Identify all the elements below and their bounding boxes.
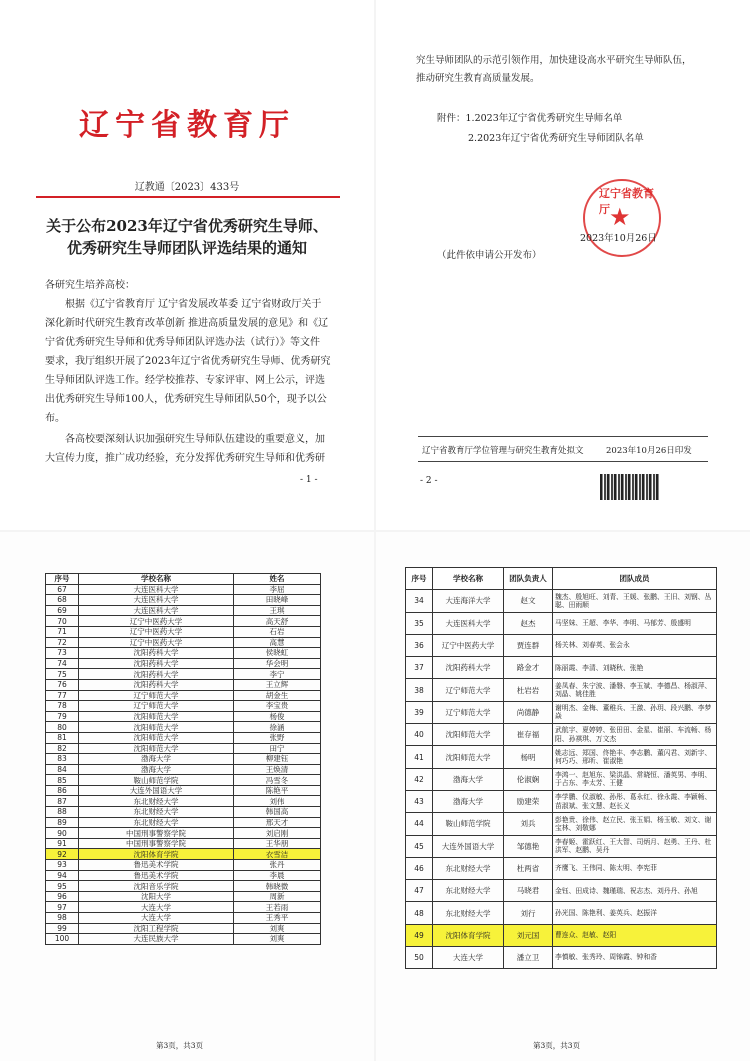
school-name: 东北财经大学 xyxy=(433,857,504,879)
team-members: 武航宇、夏婷婷、张田田、金星、崔丽、车流畅、杨阳、孙祺琪、万文杰 xyxy=(553,724,717,746)
team-members: 孙光国、陈艳利、姜英兵、赵振洋 xyxy=(553,902,717,924)
page-number: - 1 - xyxy=(300,475,318,485)
doc-number: 辽教通〔2023〕433号 xyxy=(134,182,240,193)
col-header: 团队负责人 xyxy=(504,568,553,590)
teacher-name: 王若雨 xyxy=(234,902,321,913)
team-leader: 路金才 xyxy=(504,657,553,679)
row-index: 89 xyxy=(46,817,79,828)
team-leader: 赵文 xyxy=(504,590,553,612)
col-header: 团队成员 xyxy=(553,568,717,590)
table-row xyxy=(46,796,321,807)
teacher-name: 徐涵 xyxy=(234,722,321,733)
school-name: 大连海洋大学 xyxy=(433,590,504,612)
col-header: 学校名称 xyxy=(433,568,504,590)
table-row xyxy=(406,902,717,924)
table-row xyxy=(46,775,321,786)
table-row xyxy=(46,913,321,924)
team-leader: 杨明 xyxy=(504,746,553,768)
org-title: 辽宁省教育厅 xyxy=(79,108,295,143)
row-index: 42 xyxy=(406,768,433,790)
row-index: 96 xyxy=(46,891,79,902)
row-index: 92 xyxy=(46,849,79,860)
seal-star-icon: ★ xyxy=(609,203,631,231)
team-members: 魏杰、殷旭旺、刘青、王媛、张鹏、王旧、刘钢、丛聪、田雨顺 xyxy=(553,590,717,612)
table-row xyxy=(46,637,321,648)
school-name: 渤海大学 xyxy=(79,764,234,775)
table-row xyxy=(46,902,321,913)
school-name: 沈阳师范大学 xyxy=(79,743,234,754)
table-row xyxy=(406,813,717,835)
school-name: 渤海大学 xyxy=(433,768,504,790)
para1-line: 布。 xyxy=(45,413,65,424)
teacher-name: 刘伟 xyxy=(234,796,321,807)
team-members: 陈丽霞、李清、刘晓秋、张艳 xyxy=(553,657,717,679)
table-row xyxy=(46,658,321,669)
page-1 xyxy=(0,0,374,530)
row-index: 94 xyxy=(46,870,79,881)
row-index: 76 xyxy=(46,679,79,690)
school-name: 中国刑事警察学院 xyxy=(79,838,234,849)
school-name: 大连医科大学 xyxy=(79,584,234,595)
teacher-name: 王立辉 xyxy=(234,679,321,690)
barcode xyxy=(600,474,660,500)
school-name: 辽宁中医药大学 xyxy=(79,637,234,648)
school-name: 沈阳大学 xyxy=(79,891,234,902)
table-row xyxy=(46,711,321,722)
teacher-name: 田晓峰 xyxy=(234,595,321,606)
team-members: 李慎敏、张秀玲、周锦霞、钟和香 xyxy=(553,947,717,969)
teacher-name: 华会明 xyxy=(234,658,321,669)
school-name: 鲁迅美术学院 xyxy=(79,870,234,881)
table-row xyxy=(46,584,321,595)
row-index: 85 xyxy=(46,775,79,786)
table-row xyxy=(406,634,717,656)
row-index: 75 xyxy=(46,669,79,680)
school-name: 沈阳师范大学 xyxy=(79,711,234,722)
table-row xyxy=(406,880,717,902)
table-row xyxy=(406,790,717,812)
team-members: 姚志远、郑国、佟艳丰、李志鹏、董闪君、刘新宇、何巧巧、邢昕、崔淑艳 xyxy=(553,746,717,768)
col-header: 学校名称 xyxy=(79,574,234,585)
table-row xyxy=(406,768,717,790)
row-index: 97 xyxy=(46,902,79,913)
issue-date: 2023年10月26日 xyxy=(580,233,657,244)
row-index: 44 xyxy=(406,813,433,835)
school-name: 鞍山师范学院 xyxy=(79,775,234,786)
table-row xyxy=(406,612,717,634)
row-index: 95 xyxy=(46,881,79,892)
table-row xyxy=(46,743,321,754)
team-members: 姜凤春、朱宁波、潘磐、李玉斌、李德昌、杨淑萍、刘晶、姚佳胜 xyxy=(553,679,717,701)
team-leader: 励建荣 xyxy=(504,790,553,812)
table-row xyxy=(406,746,717,768)
school-name: 大连医科大学 xyxy=(79,595,234,606)
table-row xyxy=(46,870,321,881)
row-index: 91 xyxy=(46,838,79,849)
school-name: 沈阳药科大学 xyxy=(79,658,234,669)
teacher-name: 衣雪洁 xyxy=(234,849,321,860)
row-index: 93 xyxy=(46,860,79,871)
row-index: 39 xyxy=(406,701,433,723)
teacher-name: 王秀平 xyxy=(234,913,321,924)
para2-line: 各高校要深刻认识加强研究生导师队伍建设的重要意义，加 xyxy=(65,434,325,445)
teacher-name: 刘启刚 xyxy=(234,828,321,839)
row-index: 90 xyxy=(46,828,79,839)
notice-title-line2: 优秀研究生导师团队评选结果的通知 xyxy=(66,239,307,257)
school-name: 大连大学 xyxy=(433,947,504,969)
attachment-1: 附件：1.2023年辽宁省优秀研究生导师名单 xyxy=(437,113,623,124)
teacher-name: 杨俊 xyxy=(234,711,321,722)
teacher-name: 李宝贵 xyxy=(234,701,321,712)
school-name: 中国刑事警察学院 xyxy=(79,828,234,839)
col-header: 序号 xyxy=(46,574,79,585)
table-row xyxy=(46,679,321,690)
table-row xyxy=(46,701,321,712)
school-name: 沈阳体育学院 xyxy=(433,924,504,946)
table-row xyxy=(46,626,321,637)
row-index: 67 xyxy=(46,584,79,595)
row-index: 34 xyxy=(406,590,433,612)
team-leader: 杜两省 xyxy=(504,857,553,879)
team-leader: 伦淑娴 xyxy=(504,768,553,790)
row-index: 79 xyxy=(46,711,79,722)
row-index: 99 xyxy=(46,923,79,934)
row-index: 35 xyxy=(406,612,433,634)
table-row xyxy=(46,605,321,616)
school-name: 鲁迅美术学院 xyxy=(79,860,234,871)
col-header: 姓名 xyxy=(234,574,321,585)
school-name: 东北财经大学 xyxy=(433,902,504,924)
school-name: 东北财经大学 xyxy=(433,880,504,902)
row-index: 86 xyxy=(46,785,79,796)
table-row xyxy=(406,657,717,679)
para1-line: 深化新时代研究生教育改革创新 推进高质量发展的意见》和《辽 xyxy=(45,318,329,329)
teacher-name: 张野 xyxy=(234,732,321,743)
teacher-name: 周新 xyxy=(234,891,321,902)
page-number: - 2 - xyxy=(420,476,438,486)
row-index: 40 xyxy=(406,724,433,746)
row-index: 48 xyxy=(406,902,433,924)
teacher-name: 田宁 xyxy=(234,743,321,754)
teacher-name: 李宁 xyxy=(234,669,321,680)
teacher-list-table xyxy=(45,573,321,945)
team-leader: 杜岩岩 xyxy=(504,679,553,701)
school-name: 沈阳药科大学 xyxy=(433,657,504,679)
table-row xyxy=(406,835,717,857)
footer-date: 2023年10月26日印发 xyxy=(606,446,692,456)
school-name: 辽宁师范大学 xyxy=(433,679,504,701)
team-members: 李春姬、霍跃红、王大智、司炳月、赵勇、王丹、杜洪军、赵鹏、吴丹 xyxy=(553,835,717,857)
school-name: 沈阳师范大学 xyxy=(79,722,234,733)
continuation-line: 推动研究生教育高质量发展。 xyxy=(416,73,540,84)
row-index: 98 xyxy=(46,913,79,924)
row-index: 50 xyxy=(406,947,433,969)
team-leader: 邹德艳 xyxy=(504,835,553,857)
team-members: 金钰、田成诗、魏瑾瑞、祝志杰、刘丹丹、孙旭 xyxy=(553,880,717,902)
page-number: 第3页，共3页 xyxy=(533,1041,581,1050)
school-name: 大连医科大学 xyxy=(79,605,234,616)
table-row xyxy=(46,838,321,849)
row-index: 71 xyxy=(46,626,79,637)
row-index: 47 xyxy=(406,880,433,902)
red-divider xyxy=(36,196,340,198)
team-leader: 马晓君 xyxy=(504,880,553,902)
col-header: 序号 xyxy=(406,568,433,590)
teacher-name: 刘爽 xyxy=(234,923,321,934)
para1-line: 要求，我厅组织开展了2023年辽宁省优秀研究生导师、优秀研究 xyxy=(45,356,331,367)
row-index: 69 xyxy=(46,605,79,616)
footer-rule-bottom xyxy=(418,461,708,462)
footer-office: 辽宁省教育厅学位管理与研究生教育处拟文 xyxy=(422,446,584,456)
table-row xyxy=(46,595,321,606)
table-row xyxy=(406,590,717,612)
team-members: 齐鹰飞、王伟同、陈太明、李宪菲 xyxy=(553,857,717,879)
row-index: 68 xyxy=(46,595,79,606)
teacher-name: 冯雪冬 xyxy=(234,775,321,786)
teacher-name: 陈艳平 xyxy=(234,785,321,796)
table-row xyxy=(46,807,321,818)
row-index: 84 xyxy=(46,764,79,775)
row-index: 45 xyxy=(406,835,433,857)
team-list-table xyxy=(405,567,717,969)
table-row xyxy=(46,828,321,839)
school-name: 大连大学 xyxy=(79,902,234,913)
row-index: 43 xyxy=(406,790,433,812)
teacher-name: 侯晓虹 xyxy=(234,648,321,659)
table-row xyxy=(406,857,717,879)
team-members: 彭艳贵、徐伟、赵立民、张玉娟、杨玉敏、刘文、谢宝林、刘敬娜 xyxy=(553,813,717,835)
official-seal xyxy=(583,179,661,257)
table-row xyxy=(406,924,717,946)
para1-line: 生导师团队评选工作。经学校推荐、专家评审、网上公示，评选 xyxy=(45,375,325,386)
table-row xyxy=(46,860,321,871)
row-index: 41 xyxy=(406,746,433,768)
school-name: 东北财经大学 xyxy=(79,807,234,818)
school-name: 渤海大学 xyxy=(433,790,504,812)
school-name: 大连医科大学 xyxy=(433,612,504,634)
school-name: 沈阳体育学院 xyxy=(79,849,234,860)
table-row xyxy=(406,701,717,723)
teacher-name: 王琪 xyxy=(234,605,321,616)
table-row xyxy=(46,785,321,796)
teacher-name: 张丹 xyxy=(234,860,321,871)
teacher-name: 李屈 xyxy=(234,584,321,595)
row-index: 72 xyxy=(46,637,79,648)
team-leader: 刘元国 xyxy=(504,924,553,946)
school-name: 沈阳药科大学 xyxy=(79,679,234,690)
table-row xyxy=(46,669,321,680)
team-leader: 刘行 xyxy=(504,902,553,924)
table-row xyxy=(46,934,321,945)
attachment-2: 2.2023年辽宁省优秀研究生导师团队名单 xyxy=(468,133,644,144)
school-name: 鞍山师范学院 xyxy=(433,813,504,835)
teacher-name: 高天舒 xyxy=(234,616,321,627)
table-row xyxy=(46,732,321,743)
school-name: 大连外国语大学 xyxy=(79,785,234,796)
school-name: 辽宁师范大学 xyxy=(79,690,234,701)
teacher-name: 韩国高 xyxy=(234,807,321,818)
team-leader: 崔存福 xyxy=(504,724,553,746)
continuation-line: 究生导师团队的示范引领作用，加快建设高水平研究生导师队伍， xyxy=(416,55,692,66)
teacher-name: 韩晓微 xyxy=(234,881,321,892)
paragraph-2 xyxy=(45,430,340,468)
school-name: 辽宁师范大学 xyxy=(433,701,504,723)
table-row xyxy=(46,881,321,892)
team-leader: 赵杰 xyxy=(504,612,553,634)
row-index: 82 xyxy=(46,743,79,754)
row-index: 78 xyxy=(46,701,79,712)
team-leader: 尚德静 xyxy=(504,701,553,723)
row-index: 83 xyxy=(46,754,79,765)
row-index: 87 xyxy=(46,796,79,807)
table-row xyxy=(46,690,321,701)
teacher-name: 王华朋 xyxy=(234,838,321,849)
school-name: 沈阳师范大学 xyxy=(433,746,504,768)
table-row xyxy=(46,616,321,627)
para1-line: 宁省优秀研究生导师和优秀导师团队评选办法（试行）》等文件 xyxy=(45,337,320,348)
team-leader: 刘兵 xyxy=(504,813,553,835)
para1-line: 根据《辽宁省教育厅 辽宁省发展改革委 辽宁省财政厅关于 xyxy=(65,299,322,310)
footer-rule-top xyxy=(418,436,708,437)
school-name: 大连外国语大学 xyxy=(433,835,504,857)
row-index: 37 xyxy=(406,657,433,679)
team-members: 马坚妹、王超、李华、李明、马郁芳、殷盛明 xyxy=(553,612,717,634)
team-members: 杨关林、刘春英、张会永 xyxy=(553,634,717,656)
table-row xyxy=(46,891,321,902)
school-name: 辽宁中医药大学 xyxy=(79,616,234,627)
school-name: 辽宁中医药大学 xyxy=(433,634,504,656)
publish-note: （此件依申请公开发布） xyxy=(437,250,542,261)
teacher-name: 石岩 xyxy=(234,626,321,637)
table-row xyxy=(406,679,717,701)
para2-line: 大宣传力度，推广成功经验，充分发挥优秀研究生导师和优秀研 xyxy=(45,453,325,464)
teacher-name: 胡金生 xyxy=(234,690,321,701)
teacher-name: 王焕清 xyxy=(234,764,321,775)
team-leader: 贾连群 xyxy=(504,634,553,656)
table-row xyxy=(46,817,321,828)
row-index: 73 xyxy=(46,648,79,659)
row-index: 70 xyxy=(46,616,79,627)
row-index: 74 xyxy=(46,658,79,669)
school-name: 沈阳药科大学 xyxy=(79,648,234,659)
teacher-name: 柳建钰 xyxy=(234,754,321,765)
row-index: 46 xyxy=(406,857,433,879)
para1-line: 出优秀研究生导师100人，优秀研究生导师团队50个，现予以公 xyxy=(45,394,327,405)
row-index: 36 xyxy=(406,634,433,656)
table-row xyxy=(406,947,717,969)
school-name: 沈阳工程学院 xyxy=(79,923,234,934)
table-row xyxy=(46,754,321,765)
school-name: 辽宁师范大学 xyxy=(79,701,234,712)
row-index: 100 xyxy=(46,934,79,945)
row-index: 38 xyxy=(406,679,433,701)
table-row xyxy=(406,724,717,746)
row-index: 88 xyxy=(46,807,79,818)
table-row xyxy=(46,923,321,934)
row-index: 49 xyxy=(406,924,433,946)
school-name: 沈阳音乐学院 xyxy=(79,881,234,892)
row-index: 77 xyxy=(46,690,79,701)
school-name: 辽宁中医药大学 xyxy=(79,626,234,637)
page-number: 第3页，共3页 xyxy=(156,1041,204,1050)
team-members: 曹连众、赵敏、赵阳 xyxy=(553,924,717,946)
school-name: 大连大学 xyxy=(79,913,234,924)
teacher-name: 李晨 xyxy=(234,870,321,881)
teacher-name: 邢天才 xyxy=(234,817,321,828)
team-members: 李鸿一、赵旭东、梁洪晶、常晓恒、潘英男、李明、于占东、李太芳、王健 xyxy=(553,768,717,790)
school-name: 东北财经大学 xyxy=(79,796,234,807)
school-name: 渤海大学 xyxy=(79,754,234,765)
notice-title-line1: 关于公布2023年辽宁省优秀研究生导师、 xyxy=(46,217,328,235)
team-members: 李学鹏、仪淑敏、孙彤、葛永红、徐永霞、李颖畅、苗淑斌、张文慧、赵长义 xyxy=(553,790,717,812)
salutation: 各研究生培养高校： xyxy=(45,280,135,291)
school-name: 沈阳师范大学 xyxy=(79,732,234,743)
table-row xyxy=(46,648,321,659)
team-leader: 潘立卫 xyxy=(504,947,553,969)
seal-text: 辽宁省教育厅 xyxy=(599,187,654,216)
table-row xyxy=(46,722,321,733)
row-index: 81 xyxy=(46,732,79,743)
teacher-name: 高慧 xyxy=(234,637,321,648)
paragraph-1 xyxy=(45,295,340,428)
school-name: 东北财经大学 xyxy=(79,817,234,828)
teacher-name: 刘爽 xyxy=(234,934,321,945)
table-row xyxy=(46,849,321,860)
table-row xyxy=(46,764,321,775)
team-members: 谢明杰、金梅、董稚兵、王激、孙玥、段兴鹏、李梦焱 xyxy=(553,701,717,723)
school-name: 沈阳药科大学 xyxy=(79,669,234,680)
school-name: 沈阳师范大学 xyxy=(433,724,504,746)
row-index: 80 xyxy=(46,722,79,733)
school-name: 大连民族大学 xyxy=(79,934,234,945)
